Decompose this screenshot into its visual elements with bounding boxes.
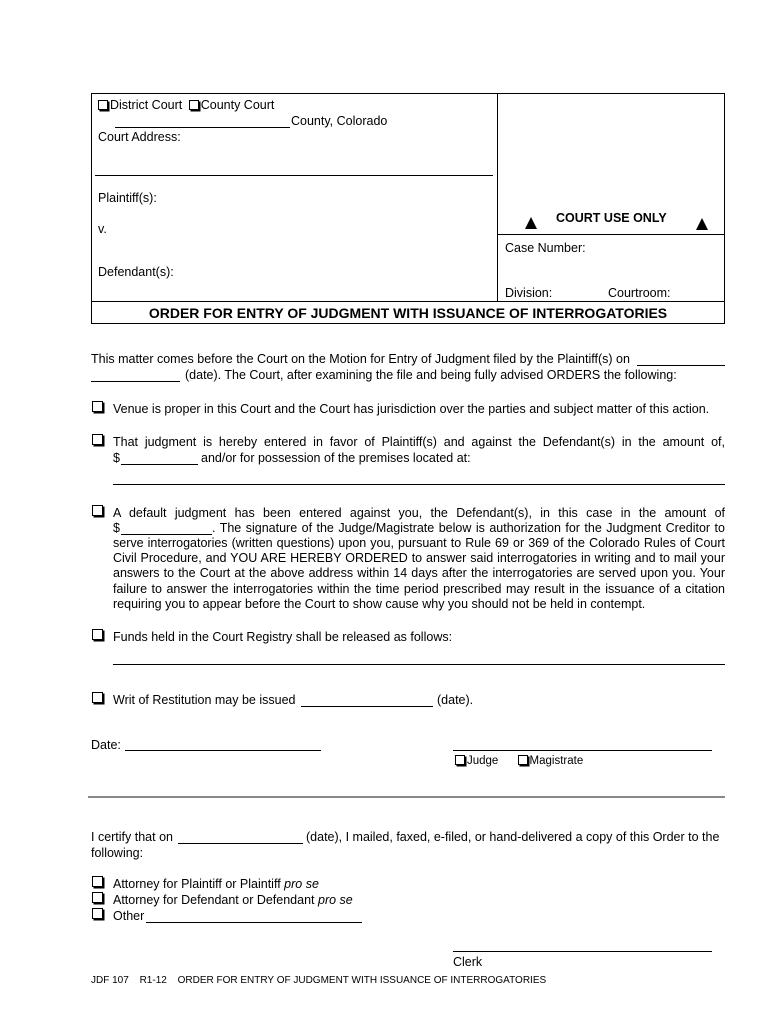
courtroom-label: Courtroom: — [608, 286, 671, 300]
up-triangle-icon — [696, 218, 708, 230]
page-title: ORDER FOR ENTRY OF JUDGMENT WITH ISSUANCE OF INTERROGATORIES — [148, 305, 668, 321]
judge-label: Judge — [467, 755, 499, 767]
section-separator — [88, 796, 725, 798]
defendant-attorney-checkbox[interactable] — [92, 892, 103, 903]
clerk-label: Clerk — [453, 955, 483, 969]
other-line[interactable] — [146, 922, 362, 923]
county-court-label: County Court — [200, 98, 275, 112]
writ-checkbox[interactable] — [92, 692, 103, 703]
form-title: ORDER FOR ENTRY OF JUDGMENT WITH ISSUANCE OF INTERROGATORIES — [177, 975, 547, 986]
caption-box — [91, 93, 725, 302]
court-use-divider — [497, 234, 725, 235]
plaintiff-attorney-checkbox[interactable] — [92, 876, 103, 887]
default-amount-line[interactable] — [121, 534, 212, 535]
default-line-2: . The signature of the Judge/Magistrate below is authorization for the Judgment Creditor to — [212, 521, 725, 535]
writ-prefix: Writ of Restitution may be issued — [113, 693, 296, 707]
default-judgment-checkbox[interactable] — [92, 505, 103, 516]
judgment-checkbox[interactable] — [92, 434, 103, 445]
certify-following: following: — [91, 846, 144, 860]
premises-line[interactable] — [113, 484, 725, 485]
judgment-line-2: and/or for possession of the premises located at: — [201, 451, 471, 465]
case-number-label: Case Number: — [505, 241, 586, 255]
writ-suffix: (date). — [437, 693, 474, 707]
magistrate-checkbox[interactable] — [518, 755, 528, 765]
certify-prefix: I certify that on — [91, 830, 173, 844]
court-type-row — [98, 98, 274, 112]
up-triangle-icon — [525, 217, 537, 229]
defendant-attorney-label: Attorney for Defendant or Defendant pro se — [113, 893, 353, 907]
judgment-amount-line[interactable] — [121, 464, 198, 465]
county-court-checkbox[interactable] — [189, 100, 199, 110]
certify-suffix: (date), I mailed, faxed, e-filed, or hand-delivered a copy of this Order to the — [306, 830, 720, 844]
default-dollar: $ — [113, 521, 120, 535]
plaintiff-attorney-label: Attorney for Plaintiff or Plaintiff pro se — [113, 877, 319, 891]
form-number: JDF 107 — [91, 975, 129, 986]
certify-date-line[interactable] — [178, 843, 303, 844]
default-paragraph: serve interrogatories (written questions) upon you, pursuant to Rule 69 or 369 of the Colorado Rules of Court Civil Procedure, and YOU ARE HEREBY ORDERED to answer said interrogatories in writing and to mail your answers to the Court at the above address within 14 days after the interrogatories are served upon you. Your failure to answer the interrogatories within the time period prescribed may result in the issuance of a citation requiring you to appear before the Court to show cause why you should not be held in contempt. — [113, 536, 725, 611]
district-court-checkbox[interactable] — [98, 100, 108, 110]
caption-divider — [497, 93, 498, 302]
footer — [91, 975, 546, 986]
county-name-line[interactable] — [115, 127, 290, 128]
motion-date-line[interactable] — [637, 365, 725, 366]
venue-text: Venue is proper in this Court and the Court has jurisdiction over the parties and subject matter of this action. — [113, 402, 710, 416]
judgment-line-1: That judgment is hereby entered in favor of Plaintiff(s) and against the Defendant(s) in the amount of, — [113, 435, 725, 449]
default-line-1: A default judgment has been entered against you, the Defendant(s), in this case in the amount of — [113, 506, 725, 520]
court-use-only-label: COURT USE ONLY — [556, 211, 667, 225]
court-address-line[interactable] — [95, 175, 493, 176]
intro-line-2: (date). The Court, after examining the file and being fully advised ORDERS the following: — [185, 368, 677, 382]
writ-date-line[interactable] — [301, 706, 433, 707]
clerk-signature-line[interactable] — [453, 951, 712, 952]
date-label: Date: — [91, 738, 121, 752]
plaintiffs-label: Plaintiff(s): — [98, 191, 157, 205]
form-revision: R1-12 — [139, 975, 167, 986]
order-date-line[interactable] — [125, 750, 321, 751]
county-colorado-label: County, Colorado — [291, 114, 388, 128]
judge-checkbox[interactable] — [455, 755, 465, 765]
other-label: Other — [113, 909, 145, 923]
versus-label: v. — [98, 222, 107, 236]
other-checkbox[interactable] — [92, 908, 103, 919]
district-court-label: District Court — [110, 98, 183, 112]
judgment-dollar: $ — [113, 451, 120, 465]
funds-line[interactable] — [113, 664, 725, 665]
intro-line-1: This matter comes before the Court on the Motion for Entry of Judgment filed by the Plaintiff(s) on — [91, 352, 630, 366]
funds-checkbox[interactable] — [92, 629, 103, 640]
funds-text: Funds held in the Court Registry shall be released as follows: — [113, 630, 453, 644]
motion-date-line-2[interactable] — [91, 381, 180, 382]
magistrate-label: Magistrate — [529, 755, 584, 767]
court-address-label: Court Address: — [98, 130, 181, 144]
venue-checkbox[interactable] — [92, 401, 103, 412]
defendants-label: Defendant(s): — [98, 265, 174, 279]
division-label: Division: — [505, 286, 553, 300]
judge-signature-line[interactable] — [453, 750, 712, 751]
judge-magistrate-row — [455, 755, 583, 767]
